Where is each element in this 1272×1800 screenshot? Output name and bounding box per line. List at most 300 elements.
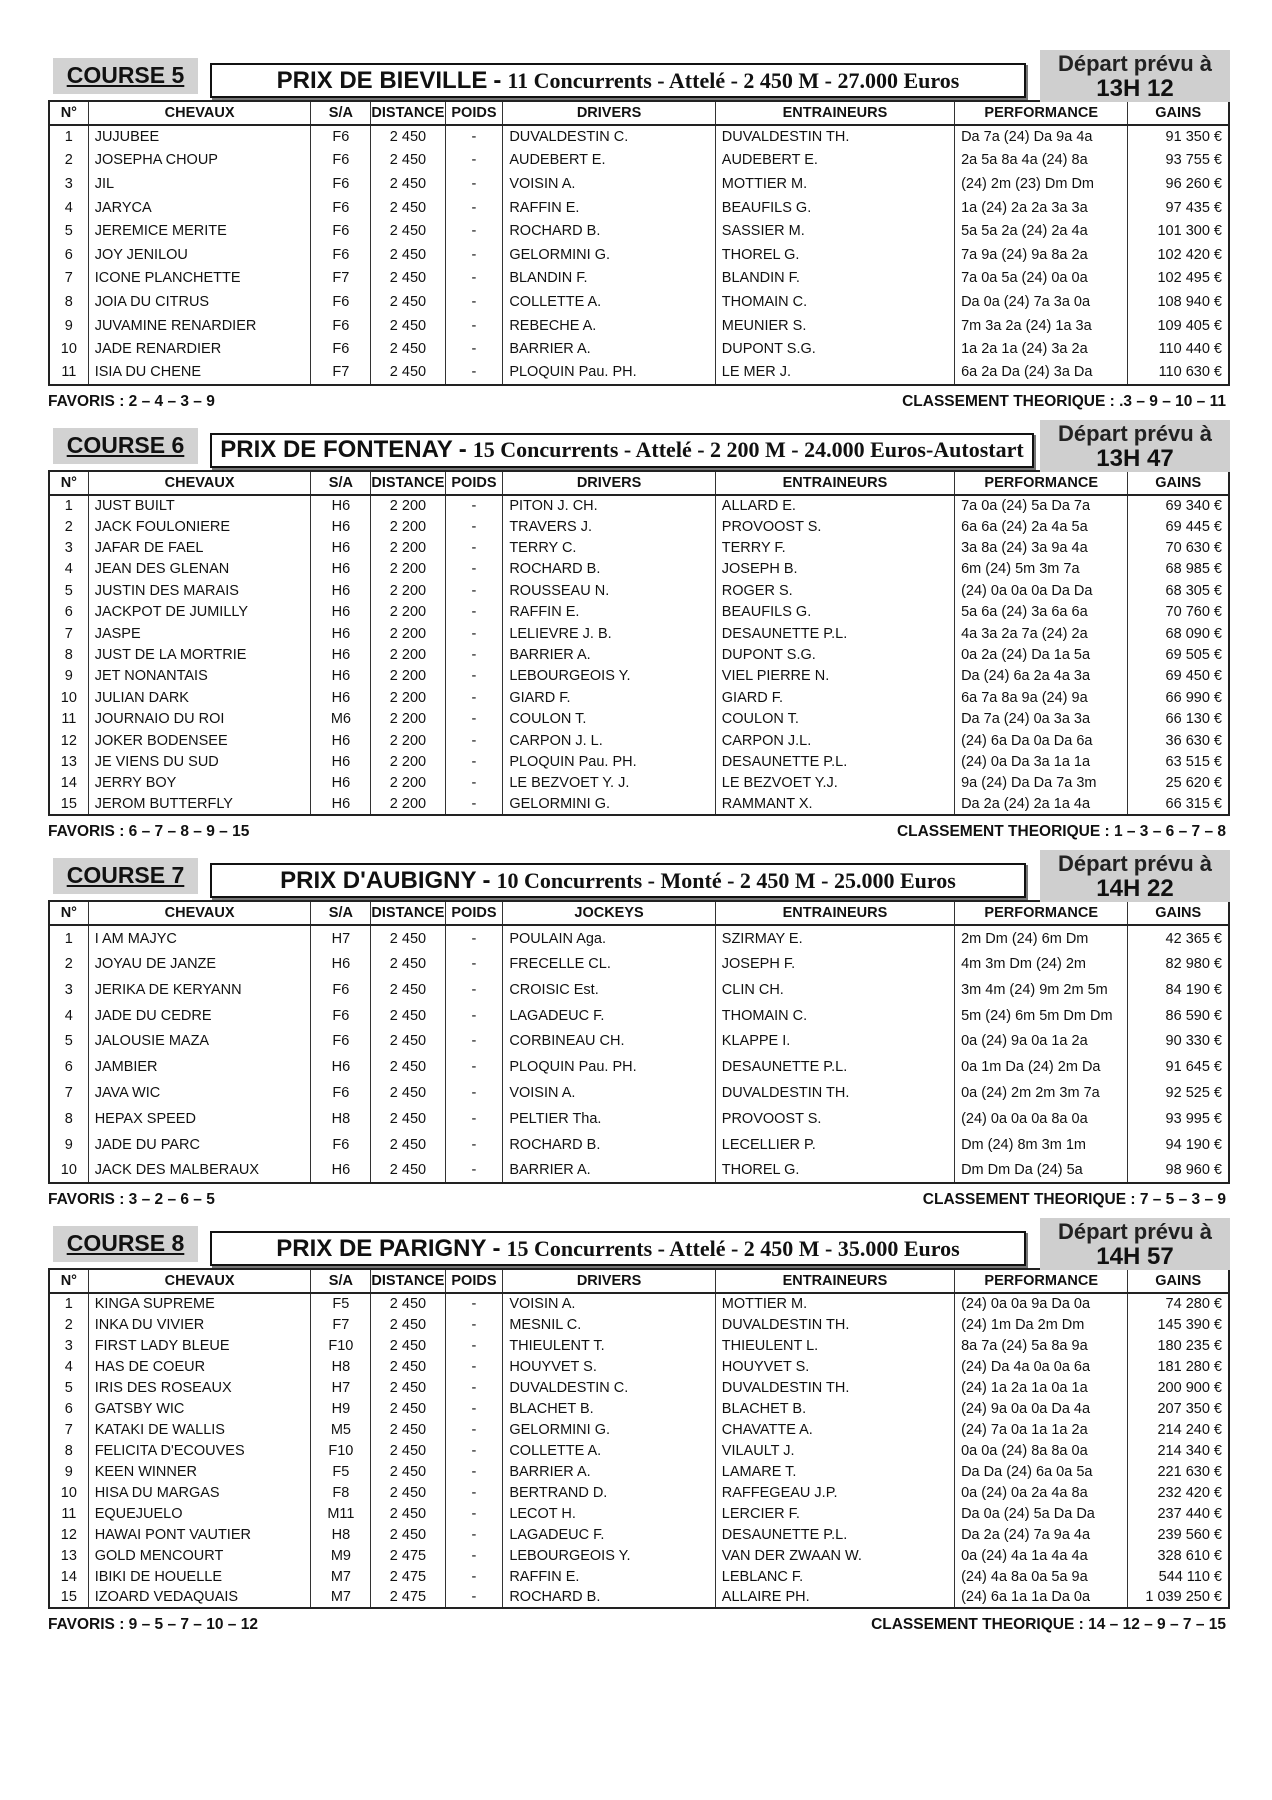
course-label: COURSE 8	[53, 1226, 198, 1262]
distance: 2 450	[371, 1106, 445, 1132]
table-row	[49, 925, 1229, 951]
course-info: 11 Concurrents - Attelé - 2 450 M - 27.000 Euros	[507, 67, 960, 93]
table-row	[49, 1158, 1229, 1184]
header-trainers: ENTRAINEURS	[715, 471, 954, 495]
trainer: BEAUFILS G.	[715, 601, 954, 622]
sex-age: F7	[311, 1314, 371, 1335]
horse-name: JACK FOULONIERE	[88, 516, 311, 537]
table-header-row	[49, 471, 1229, 495]
distance: 2 450	[371, 290, 445, 314]
horse-name: JE VIENS DU SUD	[88, 751, 311, 772]
weight: -	[445, 1566, 503, 1587]
sex-age: F6	[311, 219, 371, 243]
horse-name: JET NONANTAIS	[88, 666, 311, 687]
performance: 6m (24) 5m 3m 7a	[955, 559, 1128, 580]
departure-label: Départ prévu à	[1057, 1219, 1213, 1245]
earnings: 70 630 €	[1128, 537, 1229, 558]
table-row	[49, 219, 1229, 243]
distance: 2 450	[371, 1419, 445, 1440]
runner-number: 11	[49, 361, 88, 385]
rider: RAFFIN E.	[503, 601, 715, 622]
table-row	[49, 601, 1229, 622]
earnings: 36 630 €	[1128, 730, 1229, 751]
weight: -	[445, 687, 503, 708]
table-row	[49, 1566, 1229, 1587]
earnings: 69 445 €	[1128, 516, 1229, 537]
performance: 0a 0a (24) 8a 8a 0a	[955, 1440, 1128, 1461]
table-row	[49, 794, 1229, 815]
rider: DUVALDESTIN C.	[503, 1377, 715, 1398]
distance: 2 200	[371, 666, 445, 687]
header-weight: POIDS	[445, 901, 503, 925]
trainer: ROGER S.	[715, 580, 954, 601]
horse-name: FELICITA D'ECOUVES	[88, 1440, 311, 1461]
performance: (24) 9a 0a 0a Da 4a	[955, 1398, 1128, 1419]
earnings: 239 560 €	[1128, 1524, 1229, 1545]
performance: (24) 6a 1a 1a Da 0a	[955, 1587, 1128, 1608]
horse-name: JUJUBEE	[88, 125, 311, 149]
rider: VOISIN A.	[503, 172, 715, 196]
weight: -	[445, 1503, 503, 1524]
rider: PELTIER Tha.	[503, 1106, 715, 1132]
horse-name: JEAN DES GLENAN	[88, 559, 311, 580]
distance: 2 450	[371, 1503, 445, 1524]
runner-number: 13	[49, 751, 88, 772]
earnings: 68 985 €	[1128, 559, 1229, 580]
course-title-box: PRIX DE PARIGNY - 15 Concurrents - Attelé - 2 450 M - 35.000 Euros	[210, 1231, 1026, 1266]
weight: -	[445, 337, 503, 361]
favoris: FAVORIS : 3 – 2 – 6 – 5	[48, 1191, 215, 1209]
earnings: 93 755 €	[1128, 149, 1229, 173]
rider: ROUSSEAU N.	[503, 580, 715, 601]
rider: LEBOURGEOIS Y.	[503, 1545, 715, 1566]
sex-age: F6	[311, 125, 371, 149]
sex-age: F6	[311, 1029, 371, 1055]
rider: ROCHARD B.	[503, 559, 715, 580]
header-trainers: ENTRAINEURS	[715, 1269, 954, 1293]
weight: -	[445, 1158, 503, 1184]
weight: -	[445, 773, 503, 794]
header-earnings: GAINS	[1128, 1269, 1229, 1293]
horse-name: FIRST LADY BLEUE	[88, 1335, 311, 1356]
earnings: 68 305 €	[1128, 580, 1229, 601]
performance: 7a 9a (24) 9a 8a 2a	[955, 243, 1128, 267]
course-name: PRIX DE FONTENAY	[220, 436, 453, 464]
performance: (24) 1m Da 2m Dm	[955, 1314, 1128, 1335]
earnings: 108 940 €	[1128, 290, 1229, 314]
horse-name: IRIS DES ROSEAUX	[88, 1377, 311, 1398]
runner-number: 9	[49, 1132, 88, 1158]
horse-name: JULIAN DARK	[88, 687, 311, 708]
trainer: AUDEBERT E.	[715, 149, 954, 173]
horse-name: JAFAR DE FAEL	[88, 537, 311, 558]
rider: LAGADEUC F.	[503, 1524, 715, 1545]
table-row	[49, 1545, 1229, 1566]
rider: RAFFIN E.	[503, 1566, 715, 1587]
trainer: ALLAIRE PH.	[715, 1587, 954, 1608]
earnings: 91 645 €	[1128, 1054, 1229, 1080]
horse-name: JEREMICE MERITE	[88, 219, 311, 243]
weight: -	[445, 219, 503, 243]
table-row	[49, 1398, 1229, 1419]
course-name: PRIX DE PARIGNY	[276, 1234, 487, 1262]
course-footer	[48, 393, 1230, 411]
table-row	[49, 751, 1229, 772]
weight: -	[445, 267, 503, 291]
rider: PLOQUIN Pau. PH.	[503, 1054, 715, 1080]
table-row	[49, 1335, 1229, 1356]
weight: -	[445, 1080, 503, 1106]
performance: 7a 0a 5a (24) 0a 0a	[955, 267, 1128, 291]
weight: -	[445, 794, 503, 815]
distance: 2 450	[371, 1003, 445, 1029]
sex-age: H6	[311, 537, 371, 558]
header-trainers: ENTRAINEURS	[715, 101, 954, 125]
sex-age: F6	[311, 1003, 371, 1029]
sex-age: F6	[311, 977, 371, 1003]
course-name: PRIX DE BIEVILLE	[276, 66, 488, 94]
sex-age: F6	[311, 243, 371, 267]
performance: 4m 3m Dm (24) 2m	[955, 951, 1128, 977]
sex-age: F6	[311, 290, 371, 314]
horse-name: KEEN WINNER	[88, 1461, 311, 1482]
earnings: 84 190 €	[1128, 977, 1229, 1003]
horse-name: GATSBY WIC	[88, 1398, 311, 1419]
table-row	[49, 708, 1229, 729]
runner-number: 8	[49, 1440, 88, 1461]
horse-name: JERIKA DE KERYANN	[88, 977, 311, 1003]
horse-name: JOYAU DE JANZE	[88, 951, 311, 977]
departure-time: 13H 12	[1096, 75, 1174, 102]
rider: LE BEZVOET Y. J.	[503, 773, 715, 794]
course-section	[48, 850, 1230, 1209]
performance: (24) Da 4a 0a 0a 6a	[955, 1356, 1128, 1377]
header-horses: CHEVAUX	[88, 1269, 311, 1293]
distance: 2 200	[371, 559, 445, 580]
rider: POULAIN Aga.	[503, 925, 715, 951]
horse-name: JUST BUILT	[88, 495, 311, 516]
favoris: FAVORIS : 6 – 7 – 8 – 9 – 15	[48, 823, 250, 841]
trainer: DUPONT S.G.	[715, 644, 954, 665]
rider: BLACHET B.	[503, 1398, 715, 1419]
sex-age: H6	[311, 580, 371, 601]
runner-number: 3	[49, 977, 88, 1003]
course-title-box: PRIX D'AUBIGNY - 10 Concurrents - Monté - 2 450 M - 25.000 Euros	[210, 863, 1026, 898]
table-row	[49, 495, 1229, 516]
performance: Da 7a (24) Da 9a 4a	[955, 125, 1128, 149]
header-riders: JOCKEYS	[503, 901, 715, 925]
horse-name: JADE RENARDIER	[88, 337, 311, 361]
trainer: JOSEPH B.	[715, 559, 954, 580]
departure-time: 13H 47	[1096, 444, 1174, 472]
rider: LAGADEUC F.	[503, 1003, 715, 1029]
table-row	[49, 1293, 1229, 1314]
header-riders: DRIVERS	[503, 471, 715, 495]
departure-box	[1040, 850, 1230, 902]
course-header	[48, 1218, 1230, 1271]
runner-number: 9	[49, 314, 88, 338]
weight: -	[445, 1377, 503, 1398]
departure-label: Départ prévu à	[1057, 420, 1213, 446]
departure-box	[1040, 1218, 1230, 1270]
rider: LECOT H.	[503, 1503, 715, 1524]
distance: 2 475	[371, 1545, 445, 1566]
distance: 2 450	[371, 219, 445, 243]
trainer: MOTTIER M.	[715, 1293, 954, 1314]
departure-time: 14H 57	[1096, 1243, 1174, 1271]
horse-name: JERRY BOY	[88, 773, 311, 794]
performance: 0a (24) 0a 2a 4a 8a	[955, 1482, 1128, 1503]
runner-number: 7	[49, 1080, 88, 1106]
table-row	[49, 361, 1229, 385]
performance: 0a 2a (24) Da 1a 5a	[955, 644, 1128, 665]
table-row	[49, 666, 1229, 687]
runners-table	[48, 900, 1230, 1184]
weight: -	[445, 623, 503, 644]
sex-age: H7	[311, 1377, 371, 1398]
performance: 6a 7a 8a 9a (24) 9a	[955, 687, 1128, 708]
distance: 2 200	[371, 623, 445, 644]
distance: 2 450	[371, 337, 445, 361]
sex-age: H6	[311, 1054, 371, 1080]
trainer: GIARD F.	[715, 687, 954, 708]
trainer: PROVOOST S.	[715, 516, 954, 537]
earnings: 232 420 €	[1128, 1482, 1229, 1503]
weight: -	[445, 495, 503, 516]
table-row	[49, 1503, 1229, 1524]
rider: ROCHARD B.	[503, 1587, 715, 1608]
rider: DUVALDESTIN C.	[503, 125, 715, 149]
sex-age: F7	[311, 361, 371, 385]
rider: MESNIL C.	[503, 1314, 715, 1335]
distance: 2 450	[371, 267, 445, 291]
sex-age: F7	[311, 267, 371, 291]
rider: BARRIER A.	[503, 644, 715, 665]
rider: GIARD F.	[503, 687, 715, 708]
trainer: THOMAIN C.	[715, 290, 954, 314]
trainer: THOREL G.	[715, 1158, 954, 1184]
table-row	[49, 1080, 1229, 1106]
performance: (24) 4a 8a 0a 5a 9a	[955, 1566, 1128, 1587]
runner-number: 6	[49, 1398, 88, 1419]
performance: Dm (24) 8m 3m 1m	[955, 1132, 1128, 1158]
rider: COULON T.	[503, 708, 715, 729]
horse-name: ISIA DU CHENE	[88, 361, 311, 385]
distance: 2 200	[371, 516, 445, 537]
sex-age: F6	[311, 196, 371, 220]
horse-name: IZOARD VEDAQUAIS	[88, 1587, 311, 1608]
distance: 2 200	[371, 687, 445, 708]
performance: (24) 2m (23) Dm Dm	[955, 172, 1128, 196]
weight: -	[445, 1335, 503, 1356]
performance: Dm Dm Da (24) 5a	[955, 1158, 1128, 1184]
sex-age: H8	[311, 1524, 371, 1545]
course-section	[48, 420, 1230, 842]
course-label: COURSE 7	[53, 858, 198, 894]
rider: PLOQUIN Pau. PH.	[503, 361, 715, 385]
horse-name: JACK DES MALBERAUX	[88, 1158, 311, 1184]
weight: -	[445, 1482, 503, 1503]
sex-age: F8	[311, 1482, 371, 1503]
runner-number: 1	[49, 125, 88, 149]
performance: (24) 6a Da 0a Da 6a	[955, 730, 1128, 751]
horse-name: JARYCA	[88, 196, 311, 220]
trainer: LERCIER F.	[715, 1503, 954, 1524]
header-sex-age: S/A	[311, 471, 371, 495]
horse-name: JUSTIN DES MARAIS	[88, 580, 311, 601]
performance: Da 0a (24) 5a Da Da	[955, 1503, 1128, 1524]
header-riders: DRIVERS	[503, 1269, 715, 1293]
sex-age: F6	[311, 172, 371, 196]
earnings: 68 090 €	[1128, 623, 1229, 644]
earnings: 42 365 €	[1128, 925, 1229, 951]
table-header-row	[49, 1269, 1229, 1293]
weight: -	[445, 314, 503, 338]
performance: Da 2a (24) 7a 9a 4a	[955, 1524, 1128, 1545]
distance: 2 450	[371, 314, 445, 338]
weight: -	[445, 1029, 503, 1055]
trainer: LE BEZVOET Y.J.	[715, 773, 954, 794]
earnings: 221 630 €	[1128, 1461, 1229, 1482]
trainer: DESAUNETTE P.L.	[715, 1524, 954, 1545]
distance: 2 450	[371, 1080, 445, 1106]
distance: 2 200	[371, 644, 445, 665]
trainer: DUVALDESTIN TH.	[715, 1080, 954, 1106]
runner-number: 6	[49, 601, 88, 622]
earnings: 1 039 250 €	[1128, 1587, 1229, 1608]
sex-age: H6	[311, 495, 371, 516]
performance: (24) 0a 0a 9a Da 0a	[955, 1293, 1128, 1314]
rider: COLLETTE A.	[503, 1440, 715, 1461]
rider: COLLETTE A.	[503, 290, 715, 314]
sex-age: M7	[311, 1587, 371, 1608]
header-performance: PERFORMANCE	[955, 901, 1128, 925]
earnings: 69 340 €	[1128, 495, 1229, 516]
trainer: DESAUNETTE P.L.	[715, 1054, 954, 1080]
table-row	[49, 644, 1229, 665]
earnings: 96 260 €	[1128, 172, 1229, 196]
performance: 8a 7a (24) 5a 8a 9a	[955, 1335, 1128, 1356]
trainer: RAFFEGEAU J.P.	[715, 1482, 954, 1503]
runner-number: 3	[49, 1335, 88, 1356]
distance: 2 450	[371, 925, 445, 951]
table-row	[49, 1132, 1229, 1158]
runner-number: 4	[49, 559, 88, 580]
rider: GELORMINI G.	[503, 1419, 715, 1440]
sex-age: M9	[311, 1545, 371, 1566]
rider: PLOQUIN Pau. PH.	[503, 751, 715, 772]
distance: 2 450	[371, 361, 445, 385]
earnings: 237 440 €	[1128, 1503, 1229, 1524]
runner-number: 10	[49, 1158, 88, 1184]
runner-number: 14	[49, 1566, 88, 1587]
trainer: TERRY F.	[715, 537, 954, 558]
weight: -	[445, 149, 503, 173]
weight: -	[445, 580, 503, 601]
sex-age: H6	[311, 687, 371, 708]
sex-age: M5	[311, 1419, 371, 1440]
weight: -	[445, 666, 503, 687]
distance: 2 200	[371, 794, 445, 815]
weight: -	[445, 290, 503, 314]
earnings: 102 495 €	[1128, 267, 1229, 291]
weight: -	[445, 1419, 503, 1440]
trainer: LECELLIER P.	[715, 1132, 954, 1158]
rider: THIEULENT T.	[503, 1335, 715, 1356]
trainer: MOTTIER M.	[715, 172, 954, 196]
header-riders: DRIVERS	[503, 101, 715, 125]
earnings: 82 980 €	[1128, 951, 1229, 977]
table-row	[49, 730, 1229, 751]
rider: REBECHE A.	[503, 314, 715, 338]
performance: 0a (24) 9a 0a 1a 2a	[955, 1029, 1128, 1055]
header-weight: POIDS	[445, 1269, 503, 1293]
distance: 2 450	[371, 1398, 445, 1419]
sex-age: H9	[311, 1398, 371, 1419]
distance: 2 200	[371, 537, 445, 558]
table-row	[49, 1003, 1229, 1029]
runner-number: 2	[49, 516, 88, 537]
distance: 2 450	[371, 1335, 445, 1356]
distance: 2 450	[371, 977, 445, 1003]
distance: 2 450	[371, 243, 445, 267]
earnings: 98 960 €	[1128, 1158, 1229, 1184]
runner-number: 14	[49, 773, 88, 794]
runner-number: 9	[49, 666, 88, 687]
classement-theorique: CLASSEMENT THEORIQUE : .3 – 9 – 10 – 11	[902, 392, 1226, 410]
weight: -	[445, 1461, 503, 1482]
departure-label: Départ prévu à	[1057, 851, 1213, 877]
performance: Da (24) 6a 2a 4a 3a	[955, 666, 1128, 687]
table-row	[49, 314, 1229, 338]
runner-number: 10	[49, 687, 88, 708]
course-info: 15 Concurrents - Attelé - 2 200 M - 24.000 Euros-Autostart	[472, 437, 1024, 463]
earnings: 86 590 €	[1128, 1003, 1229, 1029]
departure-label: Départ prévu à	[1057, 51, 1213, 76]
rider: GELORMINI G.	[503, 794, 715, 815]
trainer: VIEL PIERRE N.	[715, 666, 954, 687]
header-trainers: ENTRAINEURS	[715, 901, 954, 925]
trainer: DUVALDESTIN TH.	[715, 125, 954, 149]
performance: 1a (24) 2a 2a 3a 3a	[955, 196, 1128, 220]
weight: -	[445, 1398, 503, 1419]
course-footer	[48, 1616, 1230, 1634]
departure-box	[1040, 50, 1230, 102]
runners-table	[48, 100, 1230, 386]
performance: 5a 5a 2a (24) 2a 4a	[955, 219, 1128, 243]
runner-number: 10	[49, 1482, 88, 1503]
earnings: 200 900 €	[1128, 1377, 1229, 1398]
weight: -	[445, 516, 503, 537]
table-row	[49, 773, 1229, 794]
trainer: DESAUNETTE P.L.	[715, 751, 954, 772]
header-earnings: GAINS	[1128, 101, 1229, 125]
earnings: 66 315 €	[1128, 794, 1229, 815]
favoris: FAVORIS : 2 – 4 – 3 – 9	[48, 392, 215, 410]
earnings: 180 235 €	[1128, 1335, 1229, 1356]
rider: LEBOURGEOIS Y.	[503, 666, 715, 687]
trainer: ALLARD E.	[715, 495, 954, 516]
earnings: 214 240 €	[1128, 1419, 1229, 1440]
rider: CROISIC Est.	[503, 977, 715, 1003]
trainer: BEAUFILS G.	[715, 196, 954, 220]
distance: 2 200	[371, 601, 445, 622]
trainer: DUVALDESTIN TH.	[715, 1314, 954, 1335]
horse-name: JAMBIER	[88, 1054, 311, 1080]
departure-time: 14H 22	[1096, 875, 1174, 903]
distance: 2 450	[371, 1029, 445, 1055]
runner-number: 1	[49, 925, 88, 951]
